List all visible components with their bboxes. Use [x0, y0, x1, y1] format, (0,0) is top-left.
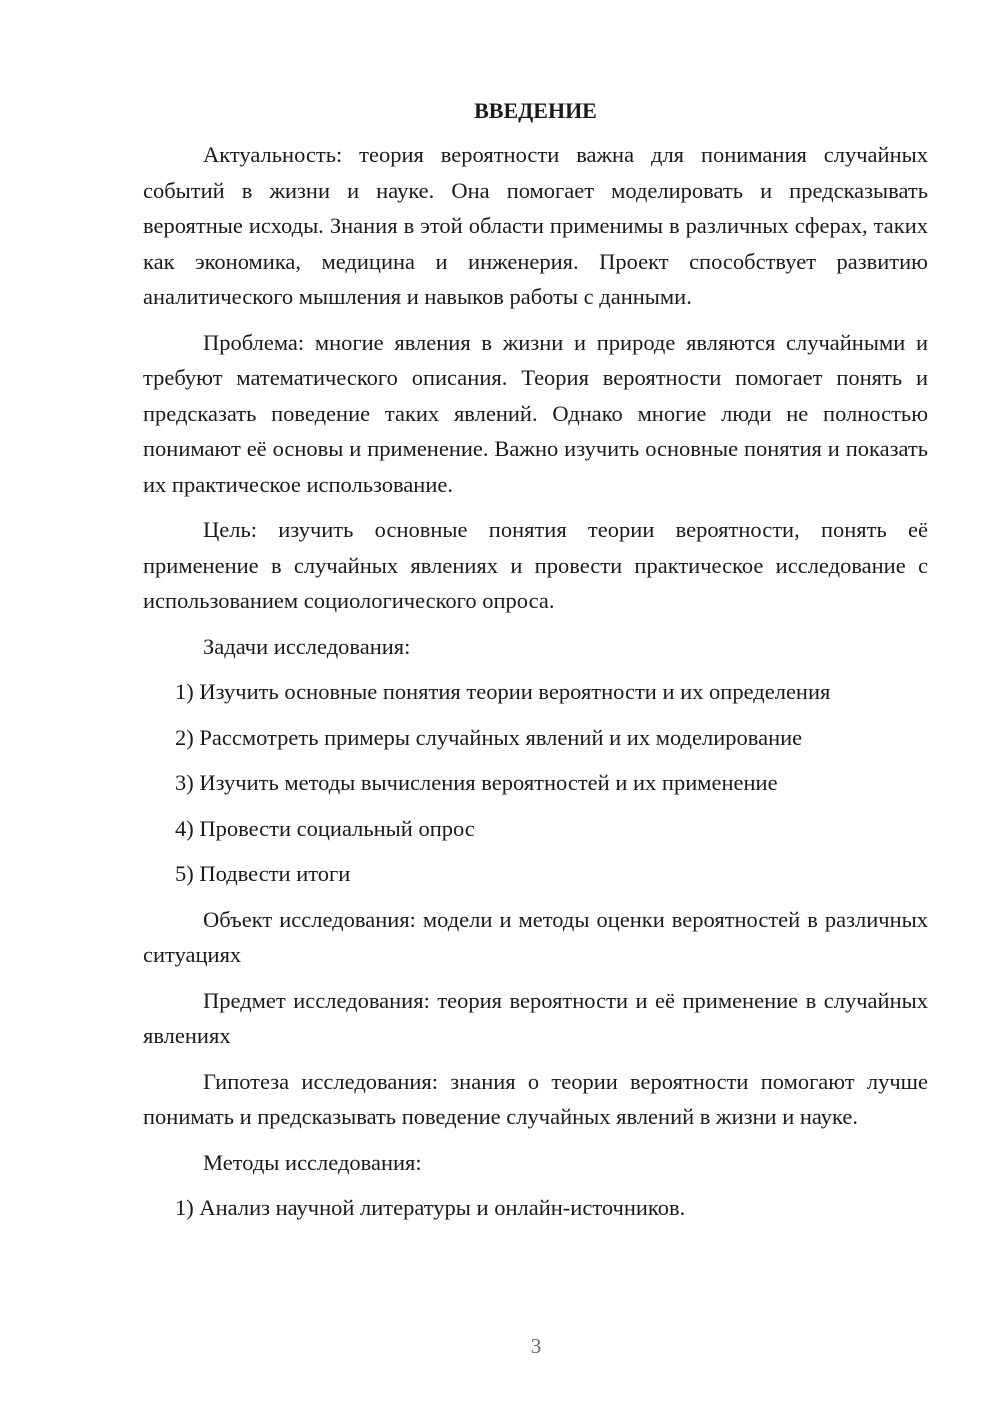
subject-paragraph: Предмет исследования: теория вероятности и её применение в случайных явлениях [143, 987, 928, 1048]
page-title: ВВЕДЕНИЕ [474, 98, 597, 123]
task-item: 4) Провести социальный опрос [175, 815, 475, 841]
problem-paragraph: Проблема: многие явления в жизни и природе являются случайными и требуют математического описания. Теория вероятности помогает понять и предсказать поведение таких явлений. Однако многие люди не полностью понимают её основы и применение. Важно изучить основные понятия и показать их практическое использование. [143, 329, 928, 497]
page-number: 3 [530, 1334, 542, 1358]
methods-heading: Методы исследования: [203, 1149, 422, 1175]
task-item: 5) Подвести итоги [175, 861, 351, 886]
page-content [143, 96, 928, 1236]
methods-list [143, 1190, 928, 1226]
relevance-paragraph: Актуальность: теория вероятности важна для понимания случайных событий в жизни и науке. Она помогает моделировать и предсказывать вероятные исходы. Знания в этой области применимы в различных сферах, таких как экономика, медицина и инженерия. Проект способствует развитию аналитического мышления и навыков работы с данными. [143, 142, 928, 309]
tasks-heading: Задачи исследования: [203, 633, 411, 659]
goal-paragraph: Цель: изучить основные понятия теории вероятности, понять её применение в случайных явлениях и провести практическое исследование с использованием социологического опроса. [143, 517, 928, 613]
tasks-list [143, 674, 928, 892]
hypothesis-paragraph: Гипотеза исследования: знания о теории вероятности помогают лучше понимать и предсказывать поведение случайных явлений в жизни и науке. [143, 1068, 928, 1129]
task-item: 1) Изучить основные понятия теории вероятности и их определения [175, 679, 831, 704]
method-item: 1) Анализ научной литературы и онлайн-источников. [175, 1195, 686, 1220]
object-paragraph: Объект исследования: модели и методы оценки вероятностей в различных ситуациях [143, 906, 928, 967]
task-item: 3) Изучить методы вычисления вероятностей и их применение [175, 770, 778, 795]
task-item: 2) Рассмотреть примеры случайных явлений и их моделирование [175, 724, 803, 750]
